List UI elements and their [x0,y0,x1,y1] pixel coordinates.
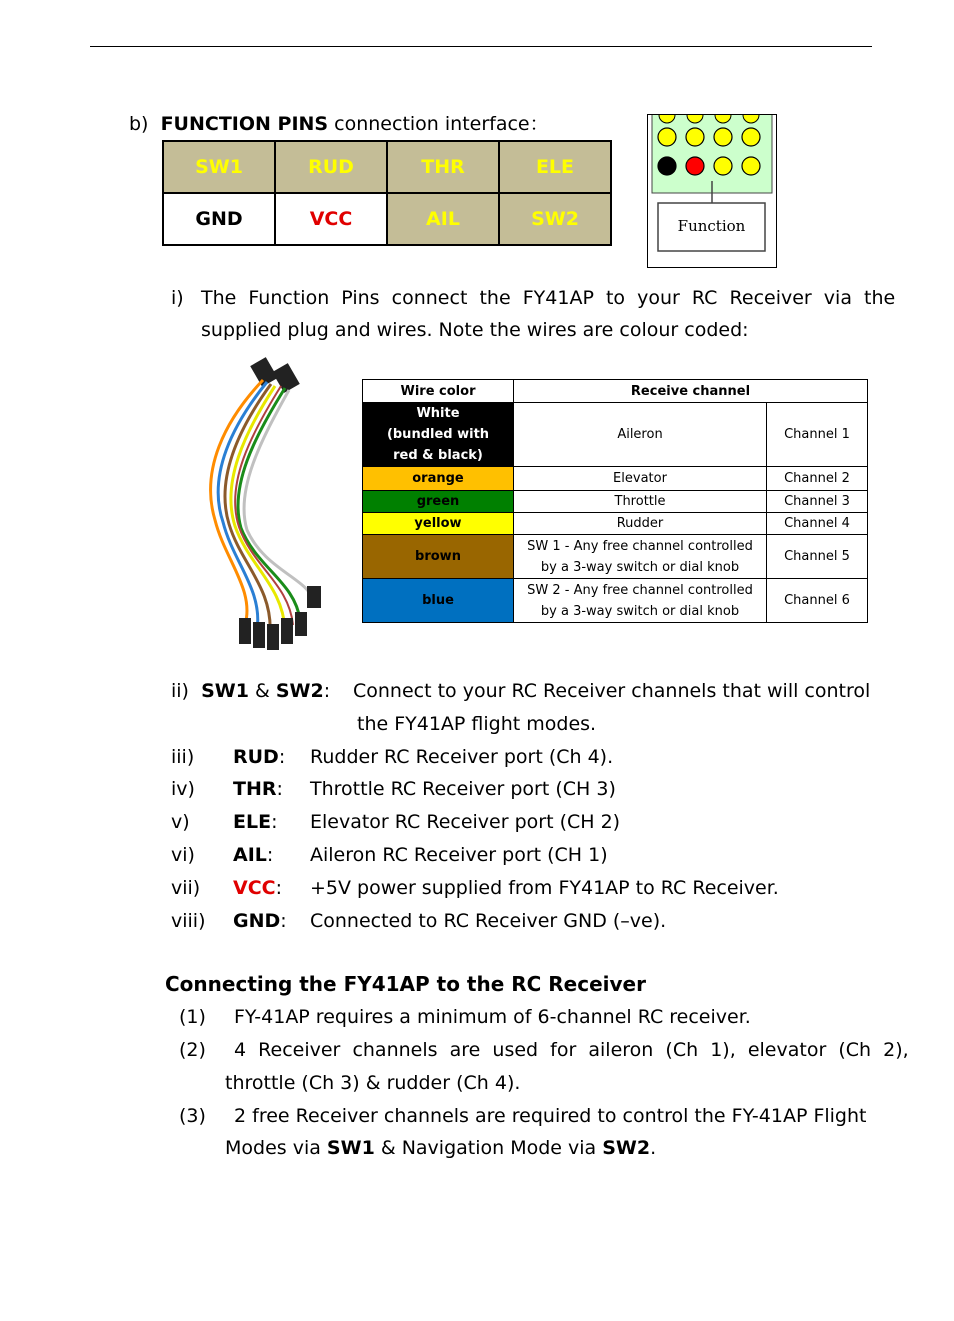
wire-channel-cell: Channel 4 [767,513,868,535]
pin-list-name: RUD: [233,746,286,768]
wire-channel-cell: Channel 1 [767,403,868,467]
wire-row-orange [363,467,868,491]
pin-cell: SW2 [499,193,611,245]
pin-row-1 [163,141,611,193]
item-ii-amp: & [248,680,276,702]
pin-list-desc: Rudder RC Receiver port (Ch 4). [310,746,614,768]
wire-function-cell: Elevator [514,467,767,491]
pin-row-2 [163,193,611,245]
pin-list-desc: Throttle RC Receiver port (CH 3) [310,778,616,800]
section-label: b) [129,113,149,135]
wire-function-line: SW 1 - Any free channel controlled [527,538,753,554]
pin-list-num: v) [171,811,190,833]
wire-color-table [362,379,868,623]
pin-diagram-graphic [648,115,776,267]
wire-color-cell: brown [363,535,514,579]
item-ii [171,681,330,701]
wire-table-header [363,380,868,403]
wire-row-yellow [363,513,868,535]
item-ii-text1: Connect to your RC Receiver channels that will control [353,680,871,702]
pin-diagram-label: Function [677,217,746,235]
pin-list-desc: Connected to RC Receiver GND (–ve). [310,910,667,932]
section-title [129,114,549,134]
connecting-item-text-2: Modes via SW1 & Navigation Mode via SW2. [225,1137,657,1159]
pin-cell: SW1 [163,141,275,193]
pin-list-name: VCC: [233,877,282,899]
item-ii-colon: : [323,680,331,702]
pin-list-desc: Elevator RC Receiver port (CH 2) [310,811,621,833]
pin-list-desc: +5V power supplied from FY41AP to RC Receiver. [310,877,779,899]
connecting-item-num: (2) [179,1039,206,1061]
item-i-num: i) [171,287,184,309]
pin-list-desc: Aileron RC Receiver port (CH 1) [310,844,608,866]
wire-color-line: red & black) [393,448,483,463]
pin-cell: AIL [387,193,499,245]
connecting-item-text-2: throttle (Ch 3) & rudder (Ch 4). [225,1072,521,1094]
receive-channel-header: Receive channel [514,380,868,403]
function-pin-diagram [647,114,777,268]
connecting-heading: Connecting the FY41AP to the RC Receiver [165,972,646,996]
connecting-item-num: (1) [179,1006,206,1028]
wire-row-brown [363,535,868,579]
wire-function-line: by a 3-way switch or dial knob [540,603,740,619]
wire-row-white [363,403,868,467]
pin-cell: ELE [499,141,611,193]
pin-list-name: AIL: [233,844,274,866]
pin-cell-vcc: VCC [275,193,387,245]
connecting-item-num: (3) [179,1105,206,1127]
connecting-item-text: 2 free Receiver channels are required to control the FY-41AP Flight [234,1105,867,1127]
item-ii-sw1: SW1 [201,680,249,702]
section-title-rest: connection interface： [328,113,549,135]
connecting-item-text: FY-41AP requires a minimum of 6-channel RC receiver. [234,1006,751,1028]
pin-list-name: GND: [233,910,287,932]
item-i-line2: supplied plug and wires. Note the wires are colour coded: [201,319,749,341]
item-i-line1: The Function Pins connect the FY41AP to your RC Receiver via the [201,287,896,309]
pin-cell: THR [387,141,499,193]
pin-list-num: viii) [171,910,206,932]
wire-row-blue [363,579,868,623]
wire-color-cell: yellow [363,513,514,535]
pin-list-num: vii) [171,877,201,899]
pin-list-name: THR: [233,778,283,800]
wire-color-cell: green [363,491,514,513]
section-title-bold: FUNCTION PINS [160,113,329,135]
wire-function-cell: Throttle [514,491,767,513]
connecting-item-text: 4 Receiver channels are used for aileron (Ch 1), elevator (Ch 2), [234,1039,909,1061]
wire-color-cell: blue [363,579,514,623]
wire-channel-cell: Channel 5 [767,535,868,579]
function-pin-table [162,140,612,246]
pin-cell: RUD [275,141,387,193]
item-ii-text2: the FY41AP flight modes. [357,713,597,735]
wire-function-cell [514,579,767,623]
wire-function-cell: Aileron [514,403,767,467]
wire-color-line: (bundled with [386,427,490,442]
wire-color-cell [363,403,514,467]
pin-list-name: ELE: [233,811,278,833]
wire-function-cell: Rudder [514,513,767,535]
wire-color-line: White [416,406,460,421]
wire-channel-cell: Channel 2 [767,467,868,491]
item-ii-sw2: SW2 [275,680,324,702]
pin-list-num: iii) [171,746,195,768]
wire-function-cell [514,535,767,579]
wire-harness-image [195,350,340,660]
wire-color-header: Wire color [363,380,514,403]
wire-channel-cell: Channel 6 [767,579,868,623]
wire-color-cell: orange [363,467,514,491]
wire-function-line: by a 3-way switch or dial knob [540,559,740,575]
pin-list-num: iv) [171,778,195,800]
item-ii-num: ii) [171,680,189,702]
wire-function-line: SW 2 - Any free channel controlled [527,582,753,598]
wire-channel-cell: Channel 3 [767,491,868,513]
pin-list-num: vi) [171,844,195,866]
header-rule [90,46,872,47]
pin-cell: GND [163,193,275,245]
wire-row-green [363,491,868,513]
